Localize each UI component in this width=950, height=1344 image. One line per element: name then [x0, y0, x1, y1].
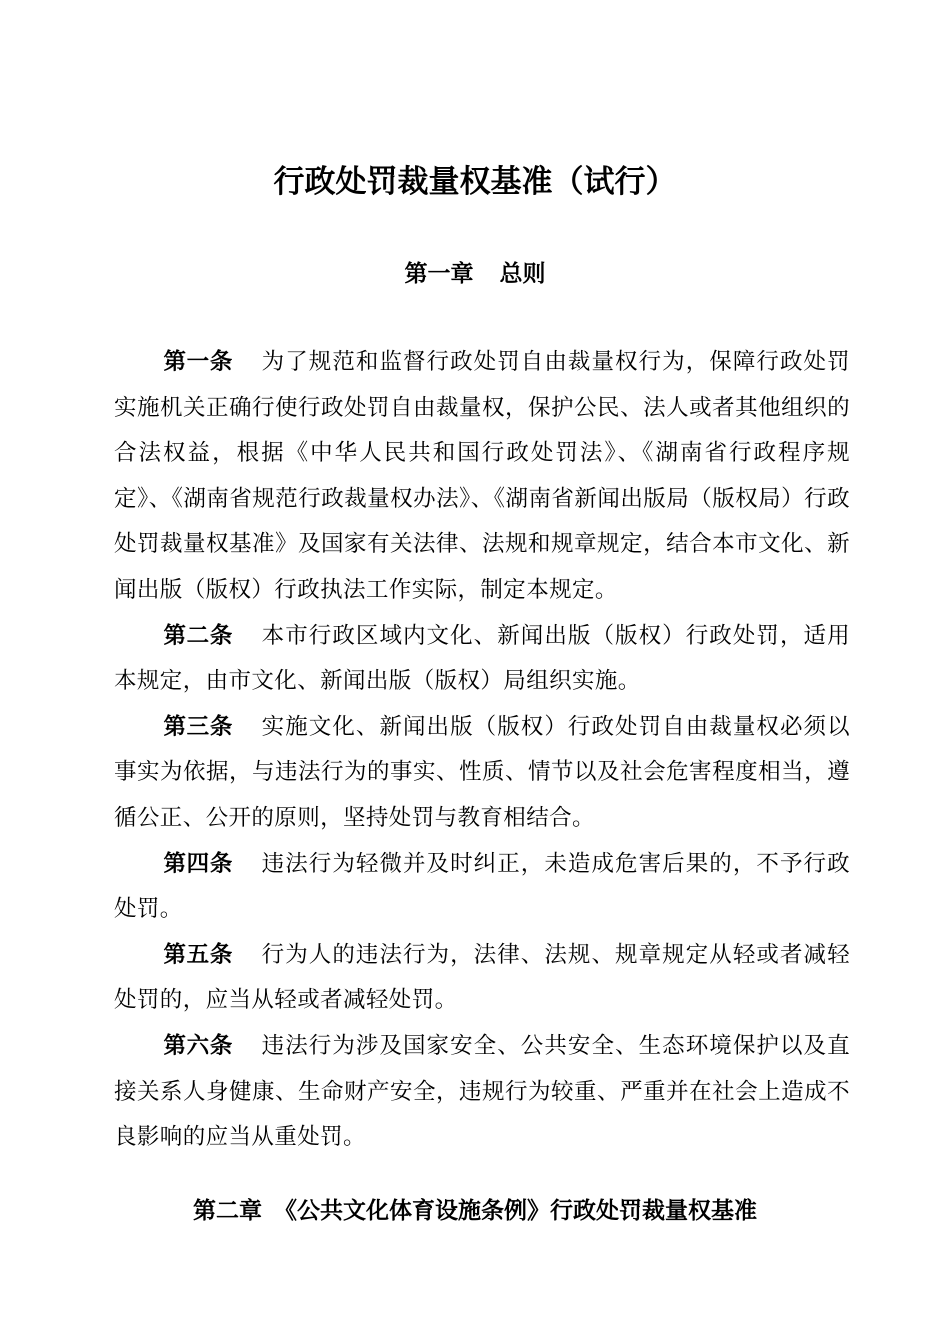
- article-number: 第四条: [163, 850, 233, 877]
- article-text: 违法行为轻微并及时纠正，未造成危害后果的，不予行政处罚。: [114, 850, 850, 923]
- article-text: 行为人的违法行为，法律、法规、规章规定从轻或者减轻处罚的，应当从轻或者减轻处罚。: [114, 941, 850, 1014]
- chapter-two-number: 第二章: [193, 1198, 262, 1224]
- chapter-one-heading: [0, 257, 950, 291]
- chapter-one-number: 第一章: [404, 261, 474, 287]
- article-2: [114, 614, 850, 705]
- article-number: 第一条: [163, 349, 233, 375]
- article-text: 本市行政区域内文化、新闻出版（版权）行政处罚，适用本规定，由市文化、新闻出版（版权）局组织实施。: [114, 622, 850, 695]
- article-number: 第六条: [163, 1032, 233, 1059]
- article-number: 第二条: [163, 622, 233, 649]
- article-number: 第五条: [163, 941, 233, 968]
- chapter-two-name: 《公共文化体育设施条例》行政处罚裁量权基准: [274, 1198, 757, 1224]
- chapter-one-body: [114, 340, 850, 1161]
- article-5: [114, 933, 850, 1024]
- article-text: 实施文化、新闻出版（版权）行政处罚自由裁量权必须以事实为依据，与违法行为的事实、性质、情节以及社会危害程度相当，遵循公正、公开的原则，坚持处罚与教育相结合。: [114, 713, 850, 831]
- article-text: 为了规范和监督行政处罚自由裁量权行为，保障行政处罚实施机关正确行使行政处罚自由裁量权，保护公民、法人或者其他组织的合法权益，根据《中华人民共和国行政处罚法》、《湖南省行政程序规定》、《湖南省规范行政裁量权办法》、《湖南省新闻出版局（版权局）行政处罚裁量权基准》及国家有关法律、法规和规章规定，结合本市文化、新闻出版（版权）行政执法工作实际，制定本规定。: [114, 349, 850, 603]
- article-6: [114, 1024, 850, 1161]
- article-1: [114, 340, 850, 614]
- chapter-two-heading: [0, 1194, 950, 1228]
- article-3: [114, 705, 850, 842]
- document-title: 行政处罚裁量权基准（试行）: [273, 164, 677, 200]
- article-number: 第三条: [163, 713, 233, 740]
- article-text: 违法行为涉及国家安全、公共安全、生态环境保护以及直接关系人身健康、生命财产安全，违规行为较重、严重并在社会上造成不良影响的应当从重处罚。: [114, 1032, 850, 1151]
- article-4: [114, 842, 850, 933]
- chapter-one-name: 总则: [499, 261, 546, 287]
